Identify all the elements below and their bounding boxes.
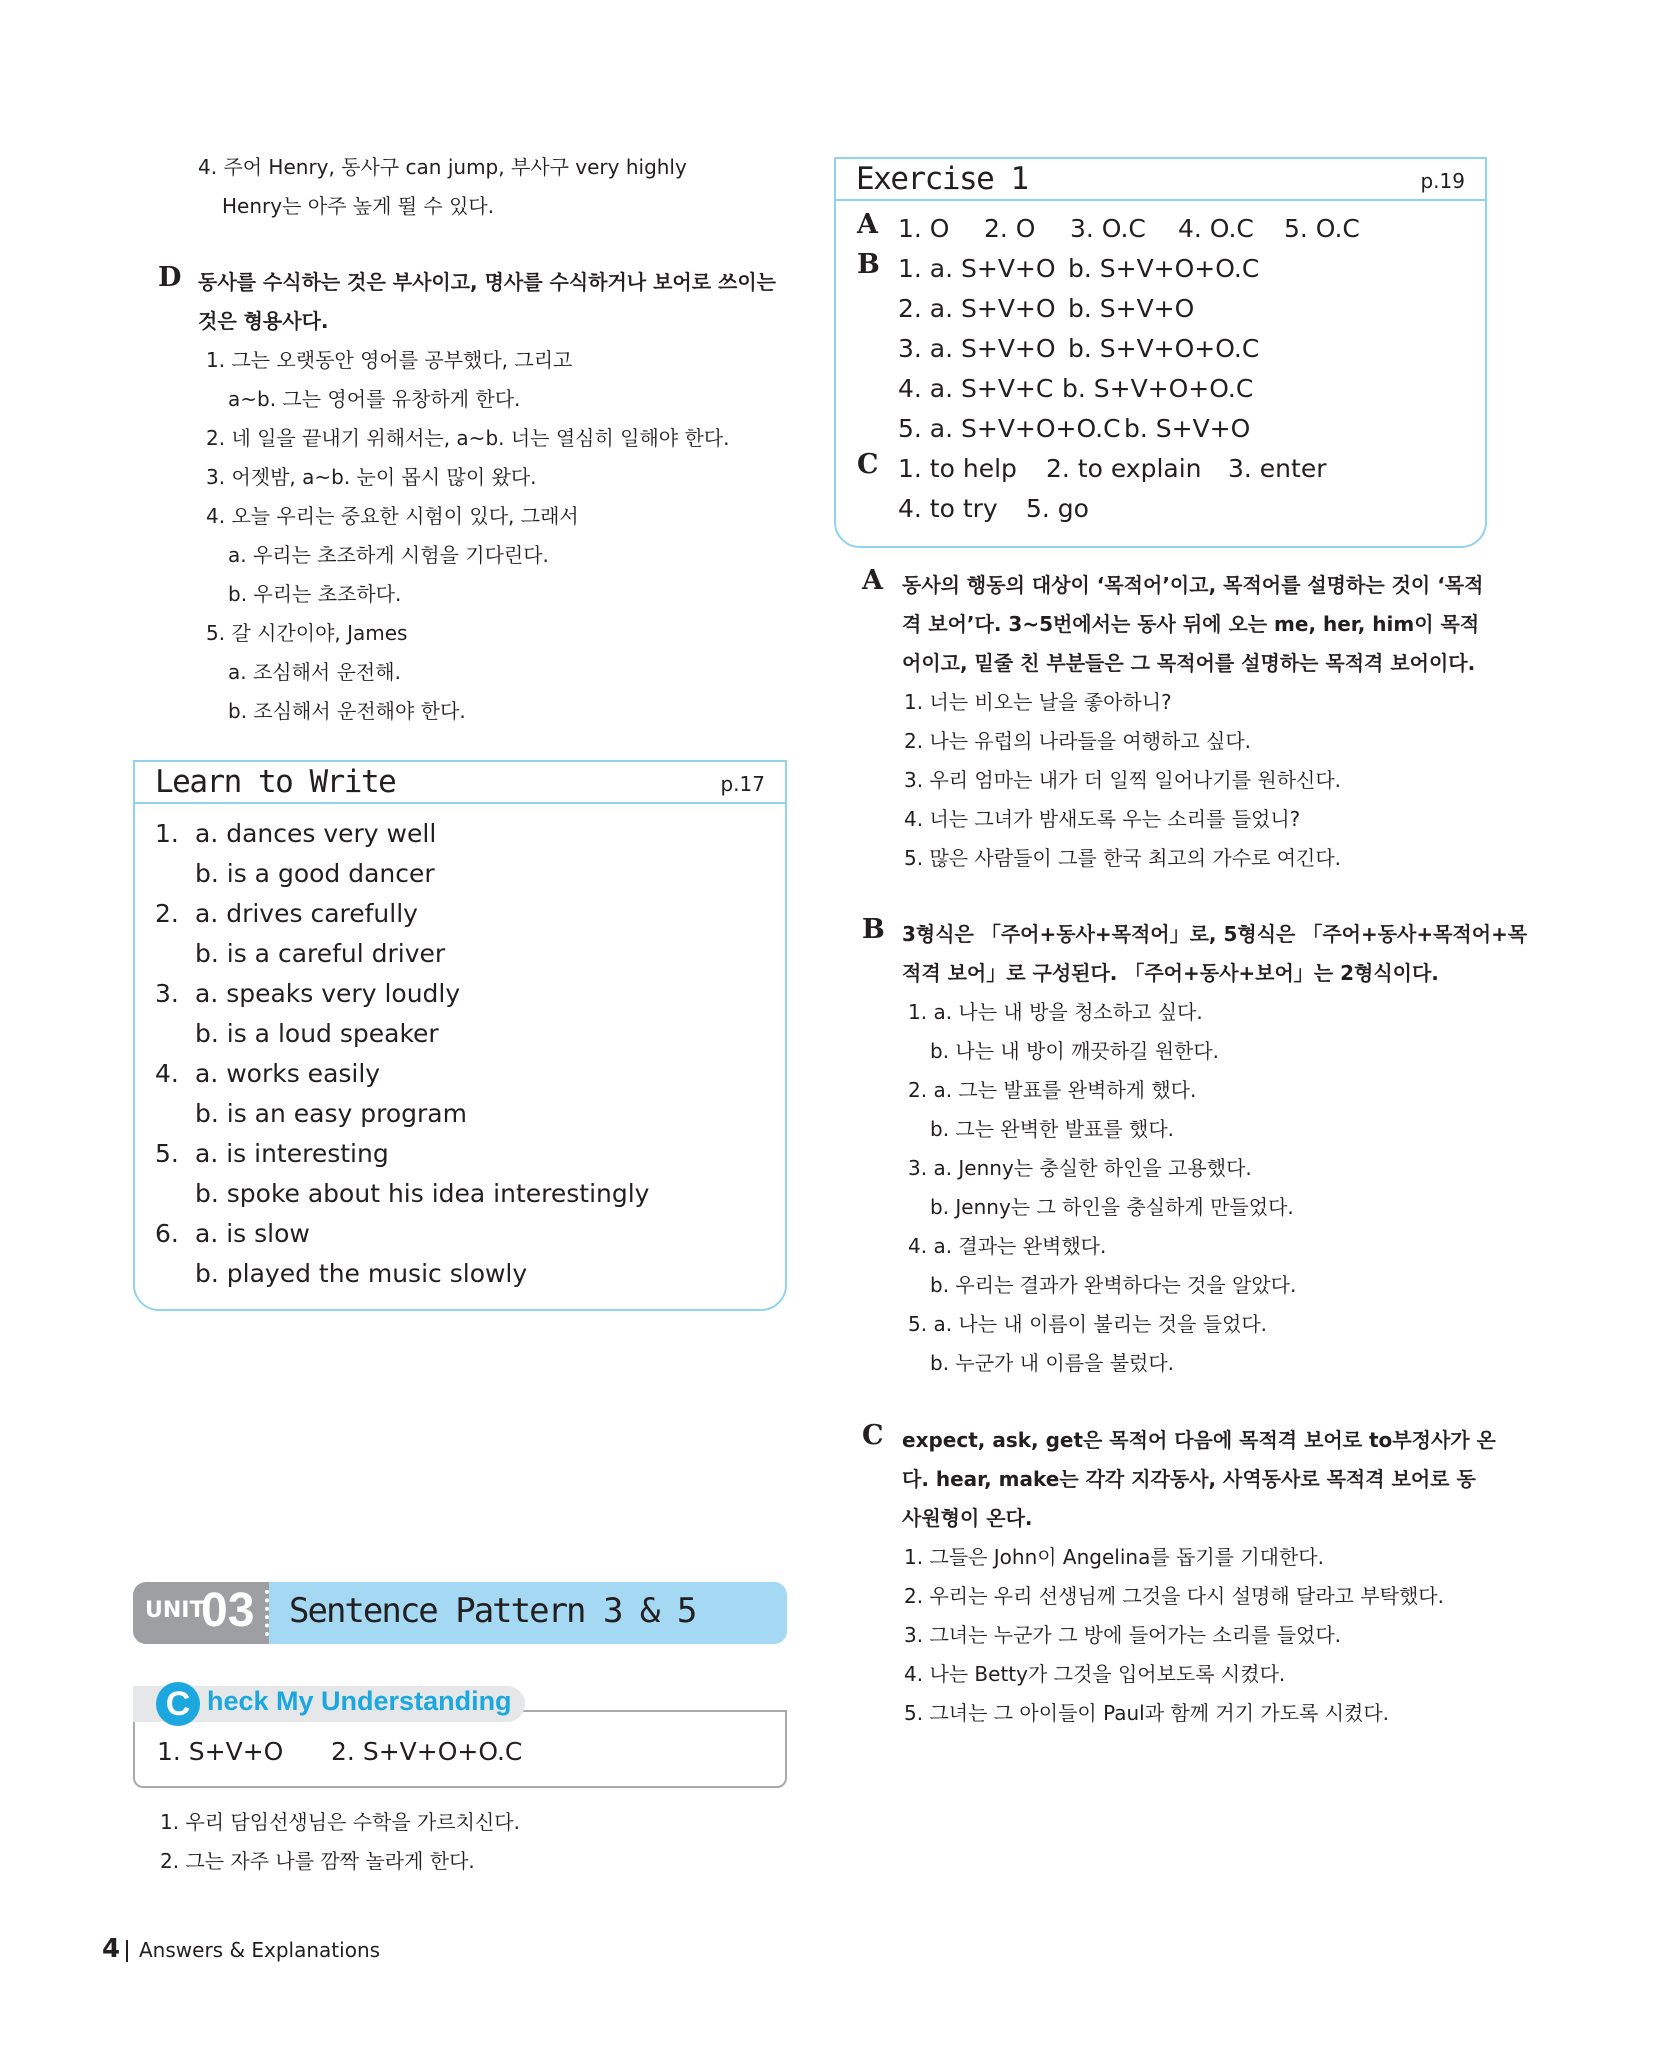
exercise-b-a: 4. a. S+V+C bbox=[898, 374, 1054, 403]
unit-word: UNIT bbox=[145, 1598, 205, 1623]
ltw-b: b. is a loud speaker bbox=[195, 1019, 439, 1048]
ltw-num: 2. bbox=[155, 899, 179, 928]
exercise-b-b: b. S+V+O+O.C bbox=[1068, 254, 1260, 283]
exercise-a-answer: 5. O.C bbox=[1284, 214, 1360, 243]
exercise-b-b: b. S+V+O+O.C bbox=[1068, 334, 1260, 363]
ltw-item bbox=[155, 894, 649, 934]
d-line: a. 조심해서 운전해. bbox=[228, 660, 401, 684]
check-line: 2. 그는 자주 나를 깜짝 놀라게 한다. bbox=[160, 1849, 475, 1873]
exercise-b-a: 5. a. S+V+O+O.C bbox=[898, 414, 1121, 443]
explain-b-line: 4. a. 결과는 완벽했다. bbox=[908, 1234, 1107, 1258]
ltw-b: b. is an easy program bbox=[195, 1099, 467, 1128]
ltw-item bbox=[155, 1134, 649, 1174]
explain-c-line: 5. 그녀는 그 아이들이 Paul과 함께 거기 가도록 시켰다. bbox=[904, 1701, 1390, 1725]
ltw-a: a. works easily bbox=[195, 1059, 381, 1088]
d-line: a. 우리는 초조하게 시험을 기다린다. bbox=[228, 543, 549, 567]
ltw-b: b. spoke about his idea interestingly bbox=[195, 1179, 650, 1208]
exercise-b-a: 1. a. S+V+O bbox=[898, 254, 1056, 283]
exercise-b-b: b. S+V+O bbox=[1068, 294, 1195, 323]
c4-line2: Henry는 아주 높게 뛸 수 있다. bbox=[222, 194, 495, 218]
exercise-c-letter: C bbox=[857, 449, 879, 480]
d-intro-line1: 동사를 수식하는 것은 부사이고, 명사를 수식하거나 보어로 쓰이는 bbox=[198, 270, 776, 294]
footer-label: Answers & Explanations bbox=[139, 1938, 381, 1962]
ltw-a: a. is slow bbox=[195, 1219, 310, 1248]
d-line: 5. 갈 시간이야, James bbox=[206, 621, 408, 645]
exercise-a-answer: 3. O.C bbox=[1070, 214, 1146, 243]
ltw-num: 6. bbox=[155, 1219, 179, 1248]
d-line: 4. 오늘 우리는 중요한 시험이 있다, 그래서 bbox=[206, 504, 579, 528]
ltw-num: 4. bbox=[155, 1059, 179, 1088]
explain-c-line: 4. 나는 Betty가 그것을 입어보도록 시켰다. bbox=[904, 1662, 1286, 1686]
unit-title-bar bbox=[269, 1582, 787, 1644]
exercise-box bbox=[834, 157, 1487, 548]
explain-c-line: 1. 그들은 John이 Angelina를 돕기를 기대한다. bbox=[904, 1545, 1324, 1569]
check-c-icon: C bbox=[156, 1682, 200, 1726]
check-understanding-label: heck My Understanding bbox=[207, 1686, 512, 1716]
explain-a-intro: 동사의 행동의 대상이 ‘목적어’이고, 목적어를 설명하는 것이 ‘목적 bbox=[902, 573, 1484, 597]
ltw-a: a. speaks very loudly bbox=[195, 979, 461, 1008]
ltw-num: 1. bbox=[155, 819, 179, 848]
d-letter: D bbox=[158, 262, 182, 293]
exercise-b-b: b. S+V+O bbox=[1124, 414, 1251, 443]
d-line: 3. 어젯밤, a~b. 눈이 몹시 많이 왔다. bbox=[206, 465, 537, 489]
d-line: 2. 네 일을 끝내기 위해서는, a~b. 너는 열심히 일해야 한다. bbox=[206, 426, 730, 450]
explain-b-line: b. 우리는 결과가 완벽하다는 것을 알았다. bbox=[930, 1273, 1297, 1297]
d-line: b. 조심해서 운전해야 한다. bbox=[228, 699, 466, 723]
learn-to-write-page: p.17 bbox=[720, 772, 765, 796]
exercise-a-answer: 4. O.C bbox=[1178, 214, 1254, 243]
exercise-b-letter: B bbox=[857, 249, 880, 280]
explain-a-line: 1. 너는 비오는 날을 좋아하니? bbox=[904, 690, 1172, 714]
exercise-a-answer: 1. O bbox=[898, 214, 950, 243]
explain-a-letter: A bbox=[862, 565, 883, 596]
explain-c-intro: 다. hear, make는 각각 지각동사, 사역동사로 목적격 보어로 동 bbox=[902, 1467, 1476, 1491]
ltw-b: b. played the music slowly bbox=[195, 1259, 528, 1288]
explain-c-intro: 사원형이 온다. bbox=[902, 1506, 1033, 1530]
unit-badge bbox=[133, 1582, 269, 1644]
exercise-b-b: b. S+V+O+O.C bbox=[1062, 374, 1254, 403]
exercise-title: Exercise 1 bbox=[856, 161, 1028, 197]
exercise-c-answer: 3. enter bbox=[1228, 454, 1327, 483]
exercise-header bbox=[836, 159, 1485, 201]
exercise-a-letter: A bbox=[857, 209, 878, 240]
ltw-b: b. is a good dancer bbox=[195, 859, 435, 888]
explain-c-intro: expect, ask, get은 목적어 다음에 목적격 보어로 to부정사가 온 bbox=[902, 1428, 1496, 1452]
ltw-b: b. is a careful driver bbox=[195, 939, 446, 968]
d-line: b. 우리는 초조하다. bbox=[228, 582, 402, 606]
unit-title: Sentence Pattern 3 & 5 bbox=[289, 1591, 696, 1631]
learn-to-write-header bbox=[135, 762, 785, 804]
explain-b-line: 3. a. Jenny는 충실한 하인을 고용했다. bbox=[908, 1156, 1252, 1180]
exercise-b-a: 3. a. S+V+O bbox=[898, 334, 1056, 363]
page-number: 4 bbox=[102, 1934, 121, 1964]
ltw-num: 3. bbox=[155, 979, 179, 1008]
ltw-item bbox=[155, 814, 649, 854]
explain-a-line: 2. 나는 유럽의 나라들을 여행하고 싶다. bbox=[904, 729, 1252, 753]
explain-c-line: 3. 그녀는 누군가 그 방에 들어가는 소리를 들었다. bbox=[904, 1623, 1342, 1647]
explain-b-letter: B bbox=[862, 914, 885, 945]
explain-b-line: 5. a. 나는 내 이름이 불리는 것을 들었다. bbox=[908, 1312, 1268, 1336]
explain-b-line: b. 나는 내 방이 깨끗하길 원한다. bbox=[930, 1039, 1220, 1063]
explain-c-line: 2. 우리는 우리 선생님께 그것을 다시 설명해 달라고 부탁했다. bbox=[904, 1584, 1444, 1608]
unit-number: 03 bbox=[201, 1584, 255, 1637]
learn-to-write-title: Learn to Write bbox=[155, 764, 396, 800]
ltw-item bbox=[155, 1054, 649, 1094]
explain-a-intro: 어이고, 밑줄 친 부분들은 그 목적어를 설명하는 목적격 보어이다. bbox=[902, 651, 1476, 675]
learn-to-write-list bbox=[155, 814, 649, 1294]
explain-a-line: 5. 많은 사람들이 그를 한국 최고의 가수로 여긴다. bbox=[904, 846, 1342, 870]
check-answers: 1. S+V+O 2. S+V+O+O.C bbox=[157, 1737, 523, 1766]
explain-b-intro: 3형식은 「주어+동사+목적어」로, 5형식은 「주어+동사+목적어+목 bbox=[902, 922, 1528, 946]
footer-divider bbox=[126, 1940, 128, 1962]
exercise-b-a: 2. a. S+V+O bbox=[898, 294, 1056, 323]
explain-b-line: 2. a. 그는 발표를 완벽하게 했다. bbox=[908, 1078, 1197, 1102]
ltw-item bbox=[155, 1214, 649, 1254]
explain-b-line: 1. a. 나는 내 방을 청소하고 싶다. bbox=[908, 1000, 1203, 1024]
exercise-c-answer: 2. to explain bbox=[1046, 454, 1202, 483]
explain-c-letter: C bbox=[862, 1420, 884, 1451]
explain-a-line: 4. 너는 그녀가 밤새도록 우는 소리를 들었니? bbox=[904, 807, 1301, 831]
explain-b-intro: 적격 보어」로 구성된다. 「주어+동사+보어」는 2형식이다. bbox=[902, 961, 1439, 985]
exercise-c-answer: 1. to help bbox=[898, 454, 1017, 483]
ltw-item bbox=[155, 974, 649, 1014]
exercise-c-answer: 5. go bbox=[1026, 494, 1089, 523]
d-intro-line2: 것은 형용사다. bbox=[198, 309, 329, 333]
explain-b-line: b. 누군가 내 이름을 불렀다. bbox=[930, 1351, 1175, 1375]
ltw-a: a. is interesting bbox=[195, 1139, 389, 1168]
explain-b-line: b. Jenny는 그 하인을 충실하게 만들었다. bbox=[930, 1195, 1294, 1219]
exercise-c-answer: 4. to try bbox=[898, 494, 998, 523]
check-line: 1. 우리 담임선생님은 수학을 가르치신다. bbox=[160, 1810, 520, 1834]
exercise-page: p.19 bbox=[1420, 169, 1465, 193]
d-line: 1. 그는 오랫동안 영어를 공부했다, 그리고 bbox=[206, 348, 573, 372]
c4-line1: 4. 주어 Henry, 동사구 can jump, 부사구 very highly bbox=[198, 155, 687, 179]
learn-to-write-box bbox=[133, 760, 787, 1311]
explain-a-line: 3. 우리 엄마는 내가 더 일찍 일어나기를 원하신다. bbox=[904, 768, 1342, 792]
exercise-a-answer: 2. O bbox=[984, 214, 1036, 243]
ltw-num: 5. bbox=[155, 1139, 179, 1168]
d-line: a~b. 그는 영어를 유창하게 한다. bbox=[228, 387, 521, 411]
ltw-a: a. dances very well bbox=[195, 819, 437, 848]
ltw-a: a. drives carefully bbox=[195, 899, 418, 928]
explain-b-line: b. 그는 완벽한 발표를 했다. bbox=[930, 1117, 1175, 1141]
explain-a-intro: 격 보어’다. 3~5번에서는 동사 뒤에 오는 me, her, him이 목적 bbox=[902, 612, 1480, 636]
